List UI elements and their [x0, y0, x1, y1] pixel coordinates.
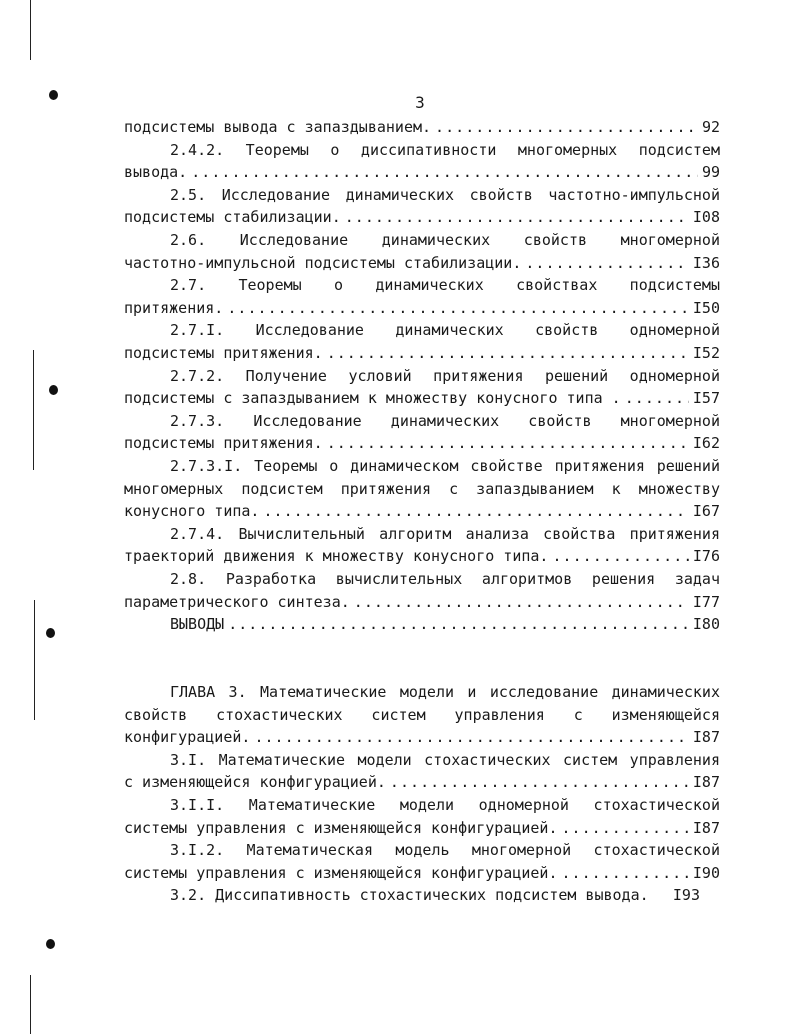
toc-line: [124, 817, 720, 839]
toc-line: [124, 500, 720, 522]
toc-page-number: I80: [692, 615, 720, 634]
dot-leader: [345, 206, 689, 228]
toc-page-number: 92: [701, 118, 720, 136]
punch-hole-icon: [46, 939, 55, 949]
toc-line: многомерных подсистем притяжения с запаздыванием к множеству: [124, 479, 720, 498]
dot-leader: [390, 771, 689, 793]
toc-line: 3.I.2. Математическая модель многомерной стохастической: [170, 841, 720, 860]
toc-line: 2.4.2. Теоремы о диссипативности многомерных подсистем: [170, 140, 720, 159]
toc-entry-text: ВЫВОДЫ: [170, 615, 225, 634]
dot-leader: [525, 252, 689, 274]
toc-line: [124, 862, 720, 884]
toc-entry-text: притяжения.: [124, 298, 224, 317]
dot-leader: [561, 817, 688, 839]
toc-page-number: I90: [692, 863, 720, 882]
toc-page-number: I77: [692, 592, 720, 611]
toc-line: [124, 342, 720, 364]
toc-line: 3.I.I. Математические модели одномерной стохастической: [170, 796, 720, 814]
toc-entry-text: конусного типа.: [124, 502, 260, 521]
toc-page-number: I08: [692, 208, 720, 227]
toc-entry-text: частотно-импульсной подсистемы стабилизации.: [124, 253, 522, 272]
punch-hole-icon: [49, 90, 58, 100]
toc-page-number: I93: [672, 886, 700, 905]
toc-entry-text: траекторий движения к множеству конусного типа.: [124, 547, 549, 566]
toc-line: 2.7.4. Вычислительный алгоритм анализа свойства притяжения: [170, 524, 720, 543]
toc-line: 2.7.3.I. Теоремы о динамическом свойстве притяжения решений: [170, 457, 720, 475]
toc-line: 2.6. Исследование динамических свойств многомерной: [170, 231, 720, 249]
toc-line: 2.7.I. Исследование динамических свойств одномерной: [170, 321, 720, 340]
dot-leader: [435, 116, 698, 138]
punch-hole-icon: [49, 385, 58, 395]
toc-line: [124, 613, 720, 635]
toc-entry-text: с изменяющейся конфигурацией.: [124, 773, 386, 792]
toc-entry-text: вывода.: [124, 163, 188, 182]
dot-leader: [228, 613, 689, 635]
dot-leader: [327, 432, 689, 454]
punch-hole-icon: [46, 628, 55, 638]
toc-entry-text: параметрического синтеза.: [124, 592, 350, 611]
toc-page-number: I87: [692, 728, 720, 747]
toc-page-number: I87: [692, 818, 720, 837]
dot-leader: [263, 500, 688, 522]
toc-page-number: I87: [692, 773, 720, 792]
toc-line: [124, 252, 720, 274]
toc-entry-text: системы управления с изменяющейся конфигурацией.: [124, 818, 558, 837]
toc-line: [124, 591, 720, 613]
toc-line: ГЛАВА 3. Математические модели и исследование динамических: [170, 683, 720, 701]
toc-line: [124, 432, 720, 454]
toc-page-number: I36: [692, 253, 720, 272]
toc-line: 2.8. Разработка вычислительных алгоритмов решения задач: [170, 570, 720, 588]
toc-line: [124, 771, 720, 793]
dot-leader: [561, 862, 688, 884]
toc-line: [124, 161, 720, 183]
toc-line: [124, 545, 720, 567]
toc-page-number: I50: [692, 298, 720, 317]
toc-line: 2.7.3. Исследование динамических свойств многомерной: [170, 411, 720, 430]
toc-line: [124, 726, 720, 748]
toc-page-number: I62: [692, 434, 720, 453]
toc-page-number: I76: [692, 547, 720, 566]
scan-edge-left-lower: [34, 600, 35, 720]
dot-leader: [254, 726, 688, 748]
toc-line: [124, 116, 720, 138]
dot-leader: [227, 297, 689, 319]
toc-line: 2.7. Теоремы о динамических свойствах подсистемы: [170, 276, 720, 295]
toc-page-number: I52: [692, 344, 720, 362]
dot-leader: [552, 545, 688, 567]
dot-leader: [327, 342, 689, 364]
toc-line: [124, 206, 720, 228]
toc-entry-text: подсистемы вывода с запаздыванием.: [124, 118, 432, 136]
toc-line: [124, 387, 720, 409]
page-number: 3: [415, 93, 425, 112]
toc-page-number: 99: [701, 163, 720, 182]
toc-line: 3.I. Математические модели стохастических систем управления: [170, 750, 720, 769]
toc-line: свойств стохастических систем управления с изменяющейся: [124, 705, 720, 724]
toc-entry-text: подсистемы притяжения.: [124, 344, 323, 362]
scan-edge-top: [30, 0, 31, 60]
scan-edge-bottom: [30, 975, 31, 1034]
dot-leader: [191, 161, 698, 183]
scan-edge-left: [33, 350, 34, 470]
toc-line: [124, 884, 700, 906]
toc-entry-text: подсистемы с запаздыванием к множеству конусного типа .: [124, 389, 621, 408]
toc-page-number: I57: [692, 389, 720, 408]
toc-entry-text: подсистемы притяжения.: [124, 434, 323, 453]
toc-entry-text: конфигурацией.: [124, 728, 251, 747]
toc-entry-text: системы управления с изменяющейся конфигурацией.: [124, 863, 558, 882]
toc-page-number: I67: [692, 502, 720, 521]
toc-entry-text: подсистемы стабилизации.: [124, 208, 341, 227]
toc-line: [124, 297, 720, 319]
toc-entry-text: 3.2. Диссипативность стохастических подсистем вывода.: [170, 886, 649, 905]
dot-leader: [625, 387, 689, 409]
dot-leader: [354, 591, 689, 613]
toc-line: 2.5. Исследование динамических свойств частотно-импульсной: [170, 185, 720, 204]
toc-line: 2.7.2. Получение условий притяжения решений одномерной: [170, 366, 720, 385]
